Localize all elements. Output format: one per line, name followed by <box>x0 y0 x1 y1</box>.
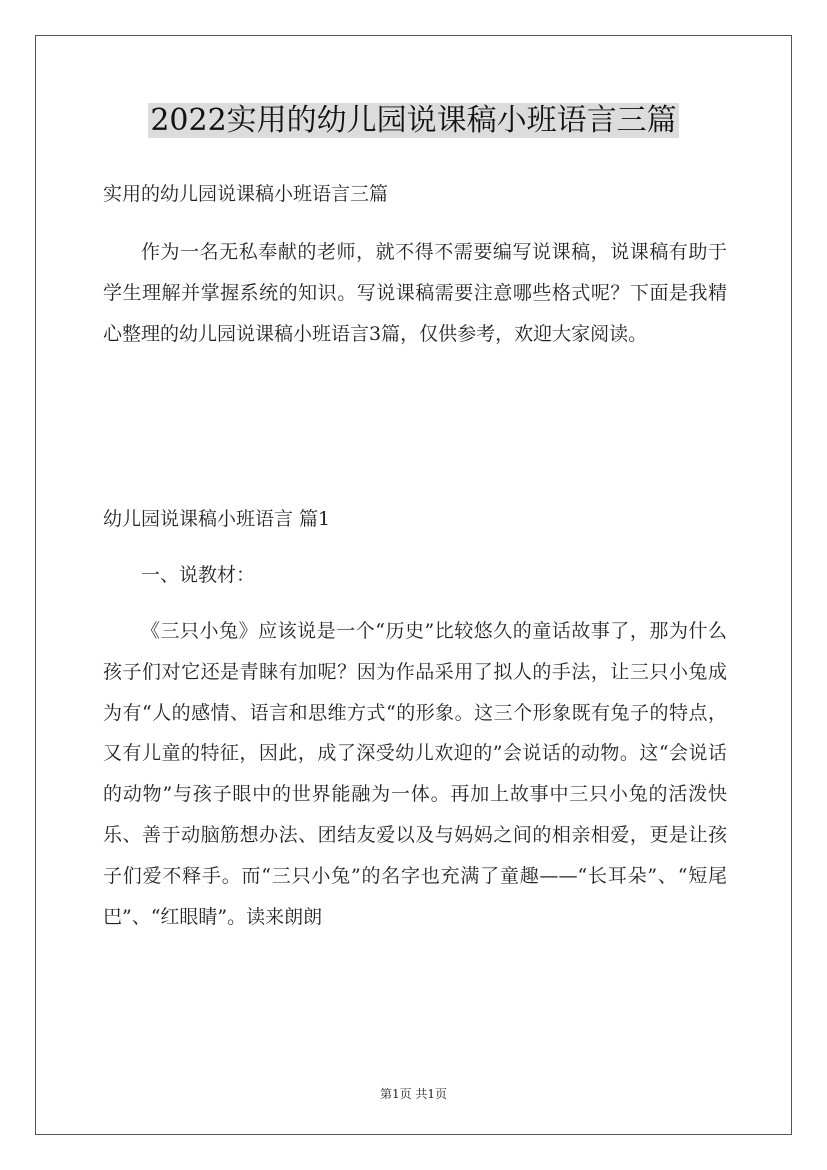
intro-paragraph: 作为一名无私奉献的老师，就不得不需要编写说课稿，说课稿有助于学生理解并掌握系统的知识。写说课稿需要注意哪些格式呢？下面是我精心整理的幼儿园说课稿小班语言3篇，仅供参考，欢迎大家阅读。 <box>103 241 727 345</box>
section-heading: 幼儿园说课稿小班语言 篇1 <box>103 508 331 530</box>
document-title <box>0 100 827 142</box>
document-subtitle: 实用的幼儿园说课稿小班语言三篇 <box>103 183 389 205</box>
title-text: 2022实用的幼儿园说课稿小班语言三篇 <box>150 103 677 138</box>
body-paragraph: 《三只小兔》应该说是一个“历史”比较悠久的童话故事了，那为什么孩子们对它还是青睐有加呢？因为作品采用了拟人的手法，让三只小兔成为有“人的感情、语言和思维方式“的形象。这三个形象既有兔子的特点，又有儿童的特征，因此，成了深受幼儿欢迎的”会说话的动物。这“会说话的动物”与孩子眼中的世界能融为一体。再加上故事中三只小兔的活泼快乐、善于动脑筋想办法、团结友爱以及与妈妈之间的相亲相爱，更是让孩子们爱不释手。而“三只小兔”的名字也充满了童趣——“长耳朵”、“短尾巴”、“红眼睛”。读来朗朗 <box>103 620 727 928</box>
page-footer: 第1页 共1页 <box>379 1087 448 1101</box>
sub-heading: 一、说教材： <box>141 564 256 586</box>
